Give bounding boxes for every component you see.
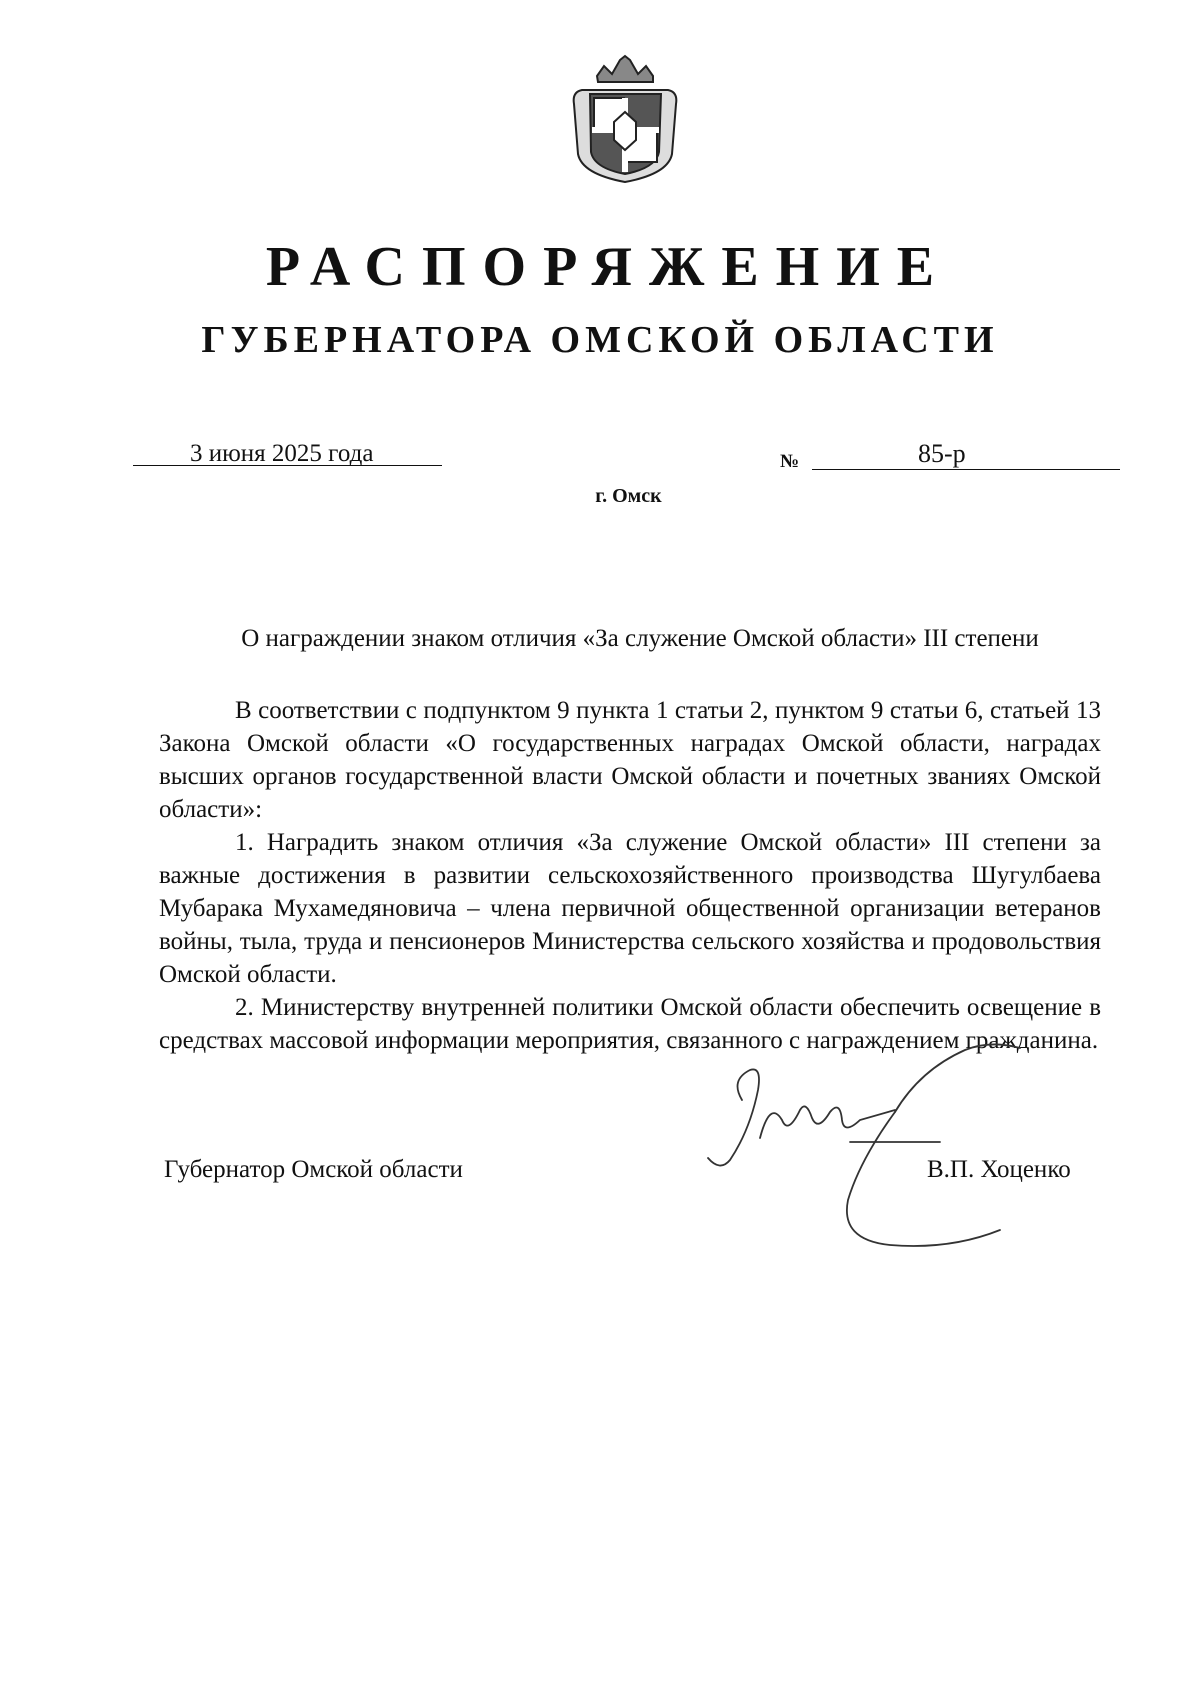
signatory-position: Губернатор Омской области — [164, 1156, 463, 1183]
document-subtitle: ГУБЕРНАТОРА ОМСКОЙ ОБЛАСТИ — [201, 319, 999, 361]
paragraph-item-1: 1. Наградить знаком отличия «За служение Омской области» III степени за важные достижения в развитии сельскохозяйственного производства Шугулбаева Мубарака Мухамедяновича – члена первичной общественной организации ветеранов войны, тыла, труда и пенсионеров Министерства сельского хозяйства и продовольствия Омской области. — [159, 829, 1101, 988]
document-date: 3 июня 2025 года — [190, 440, 374, 467]
document-body — [159, 694, 1101, 1057]
handwritten-signature — [690, 1040, 1110, 1260]
paragraph-item-2: 2. Министерству внутренней политики Омской области обеспечить освещение в средствах массовой информации мероприятия, связанного с награждением гражданина. — [159, 994, 1101, 1054]
signatory-name: В.П. Хоценко — [927, 1156, 1071, 1183]
document-number: 85-р — [918, 439, 966, 468]
document-city: г. Омск — [595, 485, 662, 507]
coat-of-arms-emblem — [568, 54, 683, 184]
document-heading: О награждении знаком отличия «За служение Омской области» III степени — [241, 625, 1039, 652]
paragraph-preamble: В соответствии с подпунктом 9 пункта 1 статьи 2, пунктом 9 статьи 6, статьей 13 Закона Омской области «О государственных наградах Омской области, наградах высших органов государственной власти Омской области и почетных званиях Омской области»: — [159, 697, 1101, 823]
document-title: РАСПОРЯЖЕНИЕ — [265, 236, 952, 298]
date-underline — [133, 465, 442, 466]
number-sign: № — [780, 451, 800, 472]
number-underline — [812, 469, 1120, 470]
